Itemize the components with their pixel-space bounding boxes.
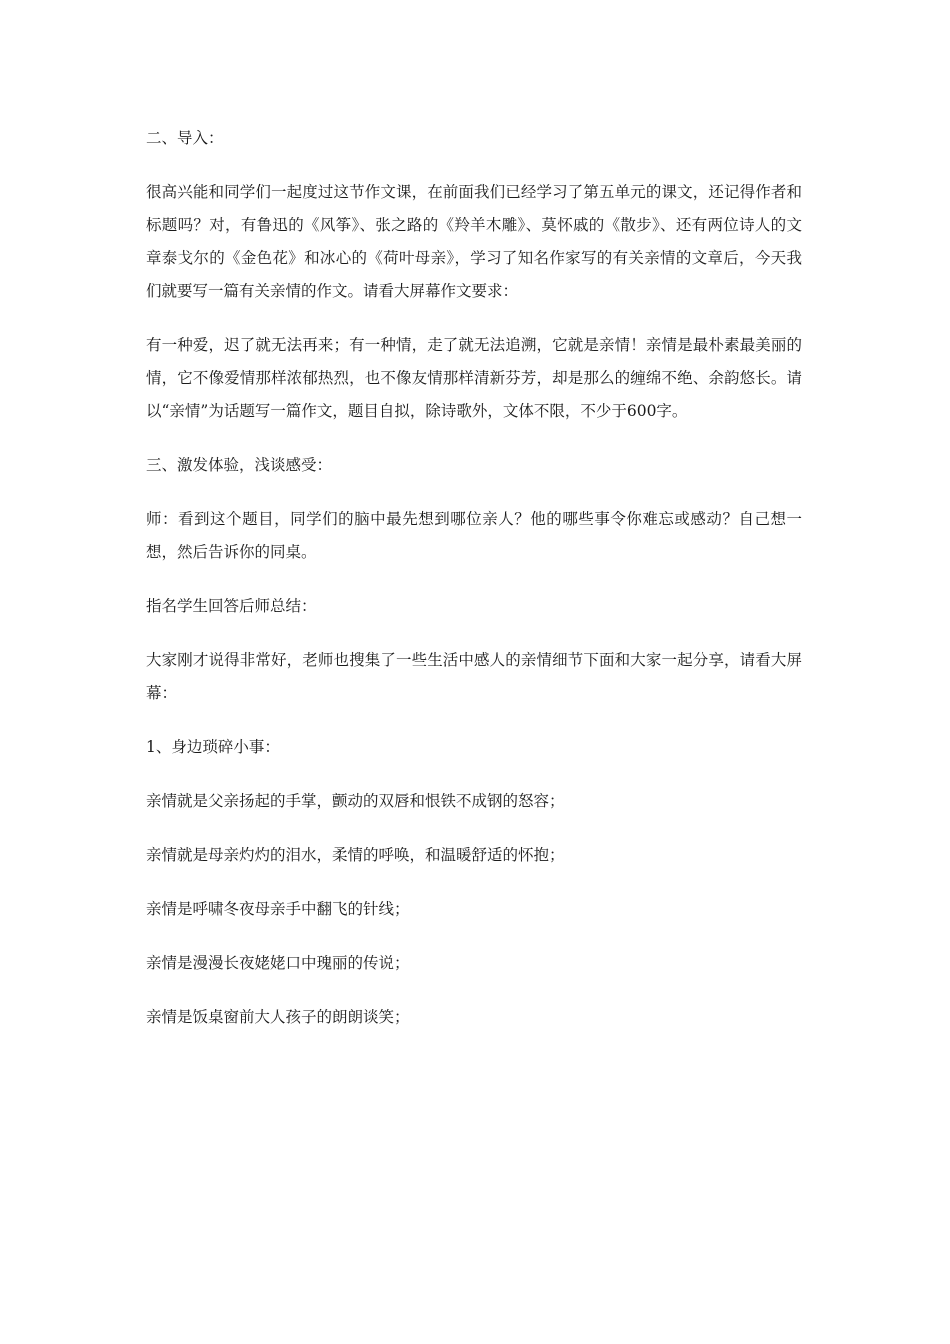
paragraph-teacher-summary: 大家刚才说得非常好，老师也搜集了一些生活中感人的亲情细节下面和大家一起分享，请看大屏幕： [146, 651, 802, 702]
list-item: 亲情就是母亲灼灼的泪水，柔情的呼唤，和温暖舒适的怀抱； [146, 846, 565, 864]
list-item: 亲情就是父亲扬起的手掌，颤动的双唇和恨铁不成钢的怒容； [146, 792, 565, 810]
list-heading-small-matters: 1、身边琐碎小事： [146, 738, 280, 756]
section-heading-experience: 三、激发体验，浅谈感受： [146, 456, 333, 474]
list-item: 亲情是呼啸冬夜母亲手中翻飞的针线； [146, 900, 410, 918]
section-heading-intro: 二、导入： [146, 129, 224, 147]
paragraph-teacher-question: 师：看到这个题目，同学们的脑中最先想到哪位亲人？他的哪些事令你难忘或感动？自己想一想，然后告诉你的同桌。 [146, 510, 802, 561]
paragraph-intro: 很高兴能和同学们一起度过这节作文课，在前面我们已经学习了第五单元的课文，还记得作者和标题吗？对，有鲁迅的《风筝》、张之路的《羚羊木雕》、莫怀戚的《散步》、还有两位诗人的文章泰戈尔的《金色花》和冰心的《荷叶母亲》，学习了知名作家写的有关亲情的文章后，今天我们就要写一篇有关亲情的作文。请看大屏幕作文要求： [146, 183, 802, 300]
document-body [146, 122, 802, 1055]
list-item: 亲情是饭桌窗前大人孩子的朗朗谈笑； [146, 1008, 410, 1026]
paragraph-summary-lead: 指名学生回答后师总结： [146, 597, 317, 615]
list-item: 亲情是漫漫长夜姥姥口中瑰丽的传说； [146, 954, 410, 972]
paragraph-assignment: 有一种爱，迟了就无法再来；有一种情，走了就无法追溯，它就是亲情！亲情是最朴素最美丽的情，它不像爱情那样浓郁热烈，也不像友情那样清新芬芳，却是那么的缠绵不绝、余韵悠长。请以“亲情”为话题写一篇作文，题目自拟，除诗歌外，文体不限，不少于600字。 [146, 336, 802, 420]
